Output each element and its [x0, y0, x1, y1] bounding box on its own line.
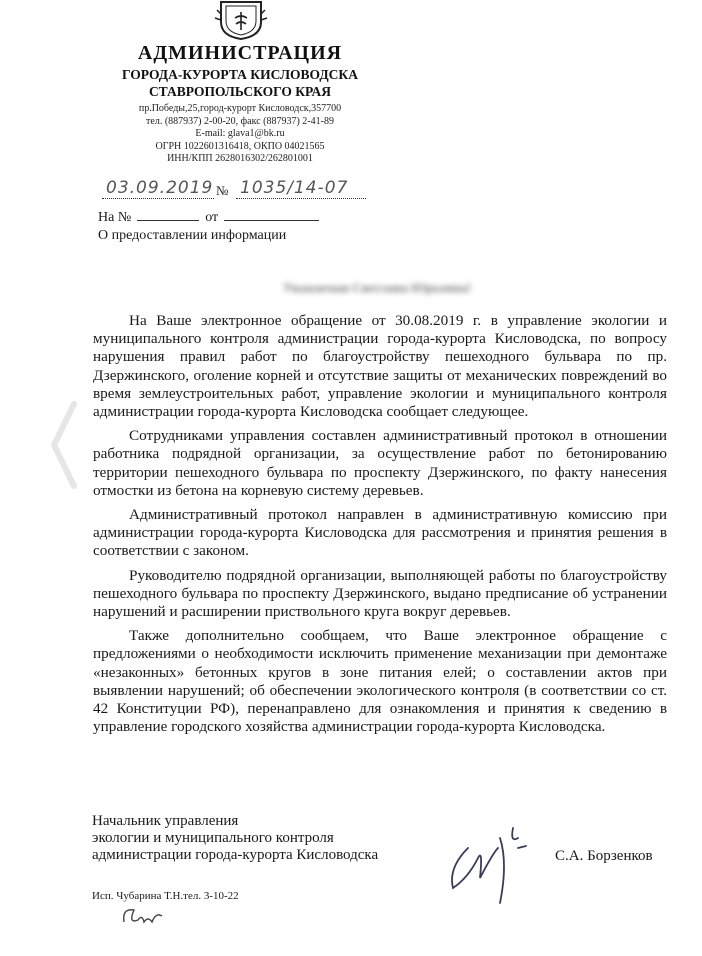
scan-artifact-chevron-icon [50, 400, 80, 490]
org-title: АДМИНИСТРАЦИЯ [137, 42, 343, 64]
body-paragraph-4: Руководителю подрядной организации, выполняющей работы по благоустройству пешеходного бульвара по проспекту Дзержинского, выдано предписание об устранении нарушений и расширении приствольного круга вокруг деревьев. [93, 566, 667, 621]
org-phone: тел. (887937) 2-00-20, факс (887937) 2-41-89 [146, 115, 334, 127]
org-inn: ИНН/КПП 2628016302/262801001 [167, 153, 313, 164]
body-paragraph-2: Сотрудниками управления составлен административный протокол в отношении работника подрядной организации, за осуществление работ по бетонированию территории пешеходного бульвара по проспекту Дзержинского, по факту нанесения отмостки из бетона на корневую систему деревьев. [93, 427, 667, 499]
reference-prefix: На № [98, 210, 132, 225]
executor-info: Исп. Чубарина Т.Н.тел. 3-10-22 [92, 890, 239, 902]
reference-line [98, 208, 398, 226]
position-line-1: Начальник управления [92, 813, 239, 829]
position-line-2: экологии и муниципального контроля [92, 830, 334, 846]
org-ogrn: ОГРН 1022601316418, ОКПО 04021565 [155, 140, 325, 152]
signatory-position [92, 813, 378, 864]
org-address: пр.Победы,25,город-курорт Кисловодск,357700 [138, 103, 342, 114]
position-line-3: администрации города-курорта Кисловодска [92, 847, 379, 863]
executor-initials-icon [120, 902, 165, 930]
reference-number-blank [137, 208, 199, 221]
org-region: СТАВРОПОЛЬСКОГО КРАЯ [148, 84, 332, 99]
handwritten-signature-icon [438, 808, 538, 908]
org-city: ГОРОДА-КУРОРТА КИСЛОВОДСКА [122, 67, 358, 82]
number-sign: № [216, 183, 229, 198]
signer-name: С.А. Борзенков [555, 848, 653, 864]
org-email: E-mail: glava1@bk.ru [195, 128, 285, 139]
registration-line [98, 178, 398, 202]
date-underline [102, 198, 214, 199]
body-paragraph-5: Также дополнительно сообщаем, что Ваше электронное обращение с предложениями о необходимости исключить применение механизации при демонтаже «незаконных» бетонных кругов в зоне питания елей; о составлении актов при выявлении нарушений; об обеспечении экологического контроля (в соответствии со ст. 42 Конституции РФ), перенаправлено для ознакомления и принятия к сведению в управление городского хозяйства администрации города-курорта Кисловодска. [93, 627, 667, 736]
body-paragraph-1: На Ваше электронное обращение от 30.08.2019 г. в управление экологии и муниципального контроля администрации города-курорта Кисловодска, по вопросу нарушения правил работ по благоустройству пешеходного бульвара по пр. Дзержинского, оголение корней и отсутствие защиты от механических повреждений во время землеустроительных работ, управление экологии и муниципального контроля администрации города-курорта Кисловодска сообщает следующее. [93, 312, 667, 421]
city-emblem-icon [211, 0, 271, 40]
letter-body [93, 312, 667, 742]
registration-date: 03.09.2019 [106, 178, 214, 198]
number-underline [236, 198, 366, 199]
letter-subject: О предоставлении информации [98, 228, 287, 243]
contact-block [90, 103, 390, 166]
reference-date-blank [224, 208, 319, 221]
letterhead [90, 40, 390, 166]
greeting-redacted: Уважаемая Светлана Юрьевна! [283, 280, 472, 295]
body-paragraph-3: Административный протокол направлен в административную комиссию при администрации города-курорта Кисловодска для рассмотрения и принятия решения в соответствии с законом. [93, 506, 667, 560]
reference-from-label: от [205, 210, 219, 225]
registration-number: 1035/14-07 [240, 178, 349, 198]
